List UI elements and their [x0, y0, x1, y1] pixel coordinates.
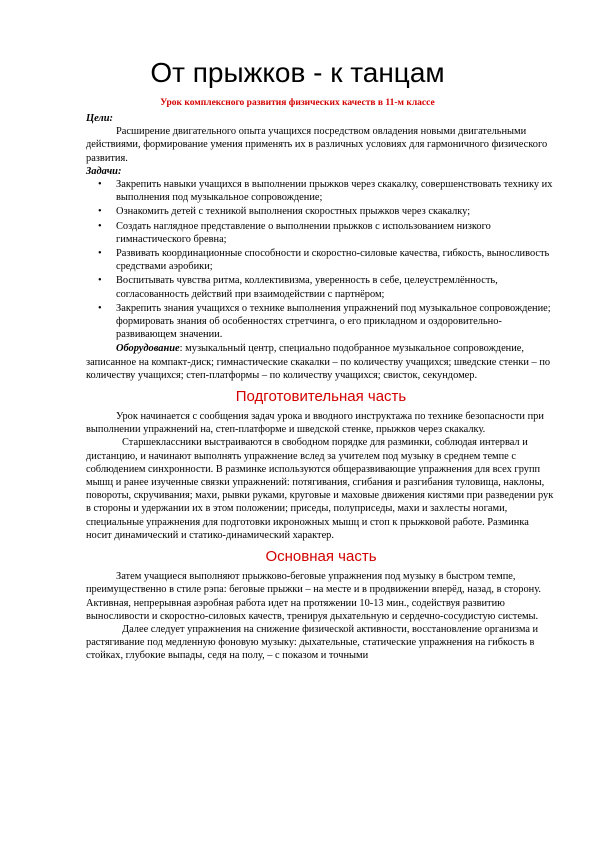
bullet-icon: • — [98, 302, 102, 314]
tasks-list — [86, 178, 556, 341]
preparatory-paragraph: Урок начинается с сообщения задач урока и вводного инструктажа по технике безопасности при выполнении упражнений на, степ-платформе и шведской стенке, прыжков через скакалку. — [86, 411, 544, 436]
document-body — [86, 112, 556, 663]
task-item: • Закрепить знания учащихся о технике выполнения упражнений под музыкальное сопровождение; формировать знания об особенностях стретчинга, о его прикладном и оздоровительно-развивающем значении. — [98, 302, 551, 341]
lesson-subtitle: Урок комплексного развития физических качеств в 11-м классе — [160, 98, 435, 108]
page-title: От прыжков - к танцам — [150, 57, 445, 88]
task-item: • Ознакомить детей с техникой выполнения скоростных прыжков через скакалку; — [98, 206, 471, 218]
task-item: • Создать наглядное представление о выполнении прыжков с использованием низкого гимнастического бревна; — [98, 220, 491, 245]
main-part-heading: Основная часть — [265, 548, 377, 566]
task-item: • Воспитывать чувства ритма, коллективизма, уверенность в себе, целеустремлённость, согласованность действий при взаимодействии с партнёром; — [98, 275, 498, 300]
task-item: • Развивать координационные способности и скоростно-силовые качества, гибкость, выносливость средствами аэробики; — [98, 248, 550, 273]
bullet-icon: • — [98, 248, 102, 260]
bullet-icon: • — [98, 220, 102, 232]
main-part-paragraph: Далее следует упражнения на снижение физической активности, восстановление организма и растягивание под медленную фоновую музыку: дыхательные, статические упражнения на гибкость в стойках, глубокие выпады, седя на полу, – с показом и точными — [86, 623, 539, 662]
main-part-paragraph: Затем учащиеся выполняют прыжково-беговые упражнения под музыку в быстром темпе, преимущественно в стиле рэпа: беговые прыжки – на месте и в продвижении вперёд, назад, в сторону. Активная, непрерывная аэробная работа идет на протяжении 10-13 мин., содействуя развитию выносливости и скоростно-силовых качеств, тренируя дыхательную и сердечно-сосудистую системы. — [86, 571, 541, 622]
bullet-icon: • — [98, 275, 102, 287]
preparatory-paragraph: Старшеклассники выстраиваются в свободном порядке для разминки, соблюдая интервал и дистанцию, и начинают выполнять упражнение вслед за учителем под музыку в среднем темпе с соблюдением синхронности. В разминке используются общеразвивающие упражнения для всех групп мышц и ранее изученные связки упражнений: потягивания, сгибания и разгибания туловища, наклоны, повороты, скручивания; махи, рывки руками, круговые и маховые движения кистями при разведении рук в стороны и удержании их в этом положении; приседы, полуприседы, махи и захлесты ногами, специальные упражнения для подготовки икроножных мышц и стоп к прыжковой работе. Разминка носит динамический и статико-динамический характер. — [86, 437, 554, 541]
equipment-paragraph: Оборудование: музыкальный центр, специально подобранное музыкальное сопровождение, записанное на компакт-диск; гимнастические скакалки – по количеству учащихся; шведские стенки – по количеству учащихся; степ-платформы – по количеству учащихся; свисток, секундомер. — [86, 343, 551, 381]
preparatory-heading: Подготовительная часть — [235, 388, 407, 406]
goals-text: Расширение двигательного опыта учащихся посредством овладения новыми двигательными действиями, формирование умения применять их в различных условиях для гармоничного физического развития. — [86, 126, 548, 164]
equipment-text: музыкальный центр, специально подобранное музыкальное сопровождение, записанное на компакт-диск; гимнастические скакалки – по количеству учащихся; шведские стенки – по количеству учащихся; степ-платформы – по количеству учащихся; свисток, секундомер. — [86, 343, 551, 381]
equipment-label: Оборудование — [116, 343, 180, 355]
goals-label: Цели: — [86, 113, 114, 124]
bullet-icon: • — [98, 206, 102, 218]
task-item: • Закрепить навыки учащихся в выполнении прыжков через скакалку, совершенствовать технику их выполнения под музыкальное сопровождение; — [98, 179, 553, 204]
tasks-label: Задачи: — [86, 165, 122, 177]
bullet-icon: • — [98, 179, 102, 191]
